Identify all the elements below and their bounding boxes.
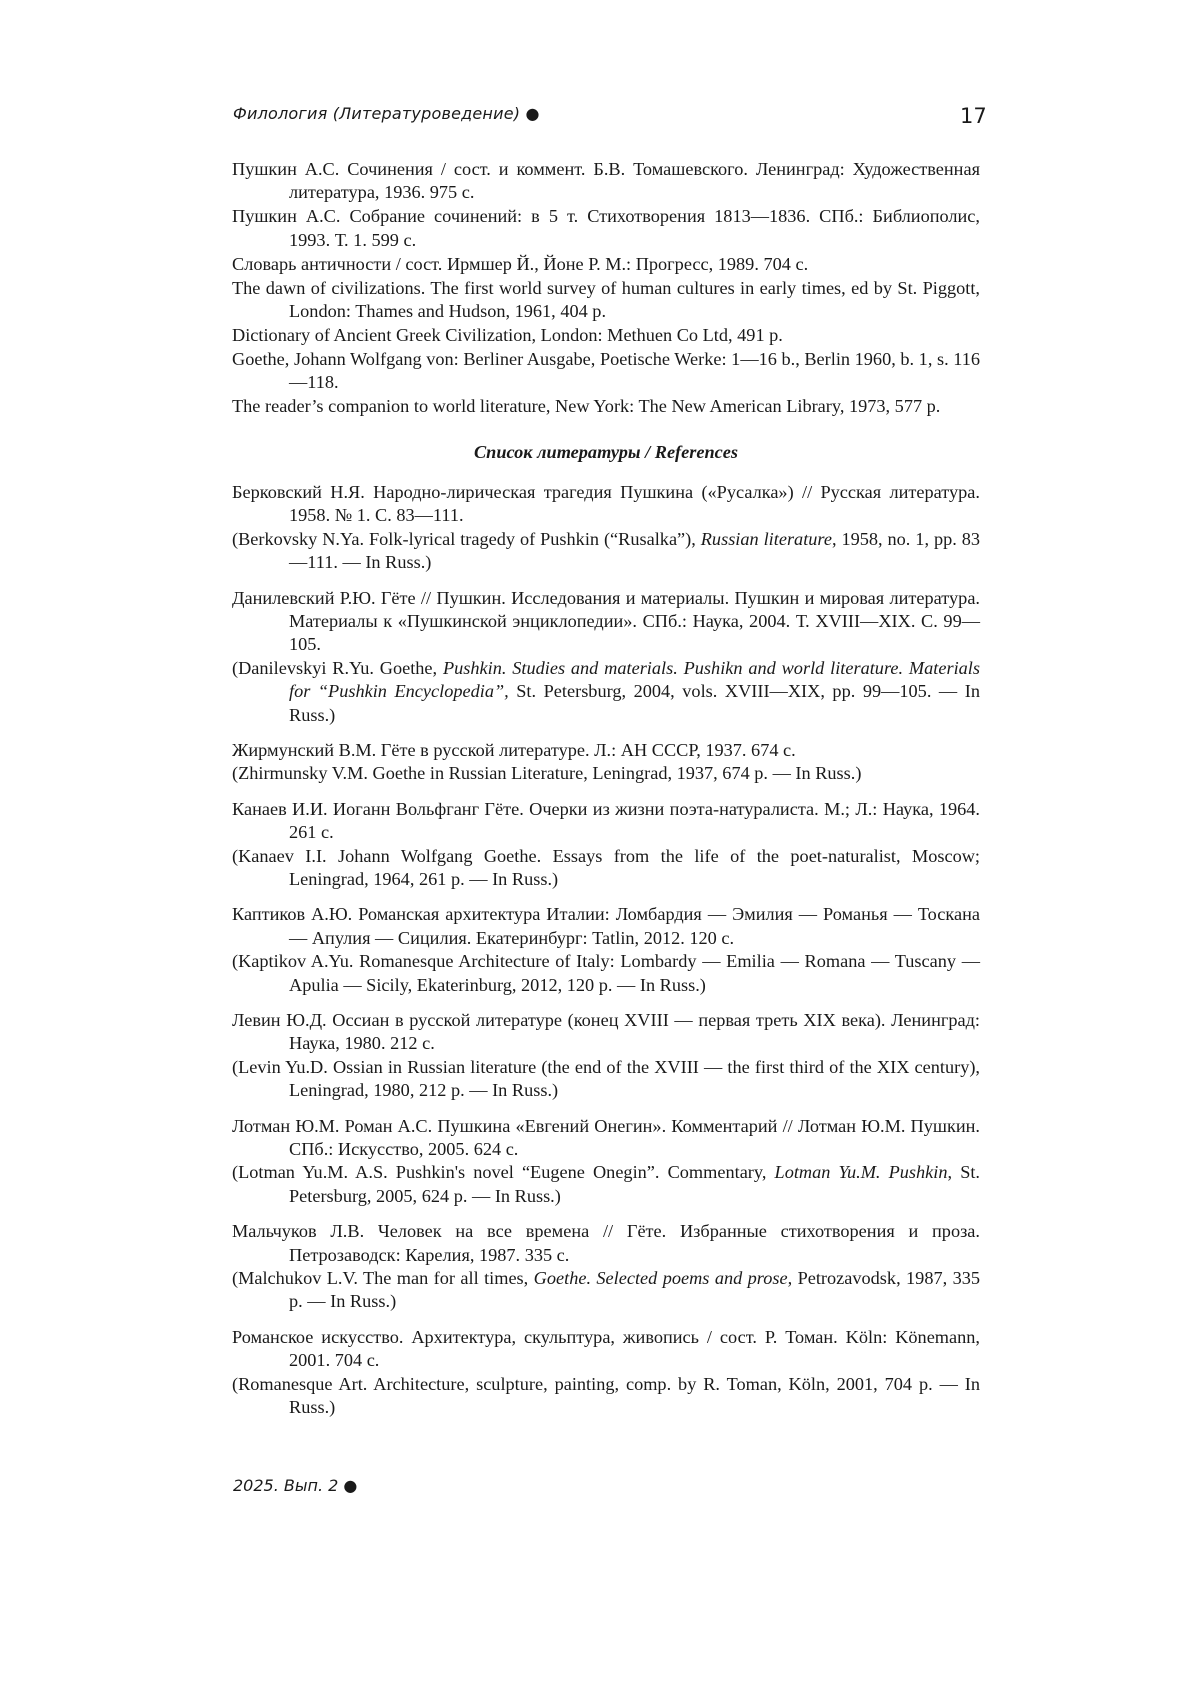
running-foot: 2025. Вып. 2 ● — [233, 1476, 357, 1495]
reference-en: (Romanesque Art. Architecture, sculpture, painting, comp. by R. Toman, Köln, 2001, 704 p. — In Russ.) — [232, 1373, 980, 1420]
reference-entry — [232, 481, 980, 575]
reference-entry — [232, 903, 980, 997]
reference-entry — [232, 1220, 980, 1314]
reference-ru: Жирмунский В.М. Гёте в русской литературе. Л.: АН СССР, 1937. 674 с. — [232, 739, 980, 762]
reference-ru: Лотман Ю.М. Роман А.С. Пушкина «Евгений Онегин». Комментарий // Лотман Ю.М. Пушкин. СПб.: Искусство, 2005. 624 с. — [232, 1115, 980, 1162]
reference-entry — [232, 1326, 980, 1420]
reference-en: (Danilevskyi R.Yu. Goethe, Pushkin. Studies and materials. Pushikn and world literature. Materials for “Pushkin Encyclopedia”, St. Petersburg, 2004, vols. XVIII—XIX, pp. 99—105. — In Russ.) — [232, 657, 980, 727]
journal-page — [0, 0, 1200, 1697]
source-item: Пушкин А.С. Собрание сочинений: в 5 т. Стихотворения 1813—1836. СПб.: Библиополис, 1993. Т. 1. 599 с. — [232, 205, 980, 252]
page-number: 17 — [960, 104, 987, 128]
reference-ru: Данилевский Р.Ю. Гёте // Пушкин. Исследования и материалы. Пушкин и мировая литература. Материалы к «Пушкинской энциклопедии». СПб.: Наука, 2004. Т. XVIII—XIX. С. 99—105. — [232, 587, 980, 657]
reference-ru: Канаев И.И. Иоганн Вольфганг Гёте. Очерки из жизни поэта-натуралиста. М.; Л.: Наука, 1964. 261 с. — [232, 798, 980, 845]
references-list — [232, 481, 980, 1420]
source-item: Dictionary of Ancient Greek Civilization, London: Methuen Co Ltd, 491 p. — [232, 324, 980, 347]
reference-en: (Kaptikov A.Yu. Romanesque Architecture of Italy: Lombardy — Emilia — Romana — Tuscany — Apulia — Sicily, Ekaterinburg, 2012, 120 p. — In Russ.) — [232, 950, 980, 997]
reference-entry — [232, 1009, 980, 1103]
reference-entry — [232, 1115, 980, 1209]
reference-en: (Berkovsky N.Ya. Folk-lyrical tragedy of Pushkin (“Rusalka”), Russian literature, 1958, no. 1, pp. 83—111. — In Russ.) — [232, 528, 980, 575]
source-item: Словарь античности / сост. Ирмшер Й., Йоне Р. М.: Прогресс, 1989. 704 с. — [232, 253, 980, 276]
references-heading: Список литературы / References — [232, 441, 980, 464]
reference-en: (Kanaev I.I. Johann Wolfgang Goethe. Essays from the life of the poet-naturalist, Moscow; Leningrad, 1964, 261 p. — In Russ.) — [232, 845, 980, 892]
source-item: Goethe, Johann Wolfgang von: Berliner Ausgabe, Poetische Werke: 1—16 b., Berlin 1960, b. 1, s. 116—118. — [232, 348, 980, 395]
reference-entry — [232, 587, 980, 727]
reference-entry — [232, 798, 980, 892]
running-head: Филология (Литературоведение) ● — [233, 104, 540, 123]
reference-en: (Lotman Yu.M. A.S. Pushkin's novel “Eugene Onegin”. Commentary, Lotman Yu.M. Pushkin, St. Petersburg, 2005, 624 p. — In Russ.) — [232, 1161, 980, 1208]
reference-en: (Malchukov L.V. The man for all times, Goethe. Selected poems and prose, Petrozavodsk, 1987, 335 p. — In Russ.) — [232, 1267, 980, 1314]
reference-ru: Берковский Н.Я. Народно-лирическая трагедия Пушкина («Русалка») // Русская литература. 1958. № 1. С. 83—111. — [232, 481, 980, 528]
reference-ru: Мальчуков Л.В. Человек на все времена // Гёте. Избранные стихотворения и проза. Петрозаводск: Карелия, 1987. 335 с. — [232, 1220, 980, 1267]
reference-ru: Левин Ю.Д. Оссиан в русской литературе (конец XVIII — первая треть XIX века). Ленинград: Наука, 1980. 212 с. — [232, 1009, 980, 1056]
reference-ru: Романское искусство. Архитектура, скульптура, живопись / сост. Р. Томан. Köln: Könemann, 2001. 704 с. — [232, 1326, 980, 1373]
article-body — [232, 158, 980, 1432]
source-item: The reader’s companion to world literature, New York: The New American Library, 1973, 577 p. — [232, 395, 980, 418]
sources-list — [232, 158, 980, 418]
reference-en: (Zhirmunsky V.M. Goethe in Russian Literature, Leningrad, 1937, 674 p. — In Russ.) — [232, 762, 980, 785]
source-item: Пушкин А.С. Сочинения / сост. и коммент. Б.В. Томашевского. Ленинград: Художественная литература, 1936. 975 с. — [232, 158, 980, 205]
reference-entry — [232, 739, 980, 786]
reference-en: (Levin Yu.D. Ossian in Russian literature (the end of the XVIII — the first third of the XIX century), Leningrad, 1980, 212 p. — In Russ.) — [232, 1056, 980, 1103]
source-item: The dawn of civilizations. The first world survey of human cultures in early times, ed by St. Piggott, London: Thames and Hudson, 1961, 404 p. — [232, 277, 980, 324]
reference-ru: Каптиков А.Ю. Романская архитектура Италии: Ломбардия — Эмилия — Романья — Тоскана — Апулия — Сицилия. Екатеринбург: Tatlin, 2012. 120 с. — [232, 903, 980, 950]
